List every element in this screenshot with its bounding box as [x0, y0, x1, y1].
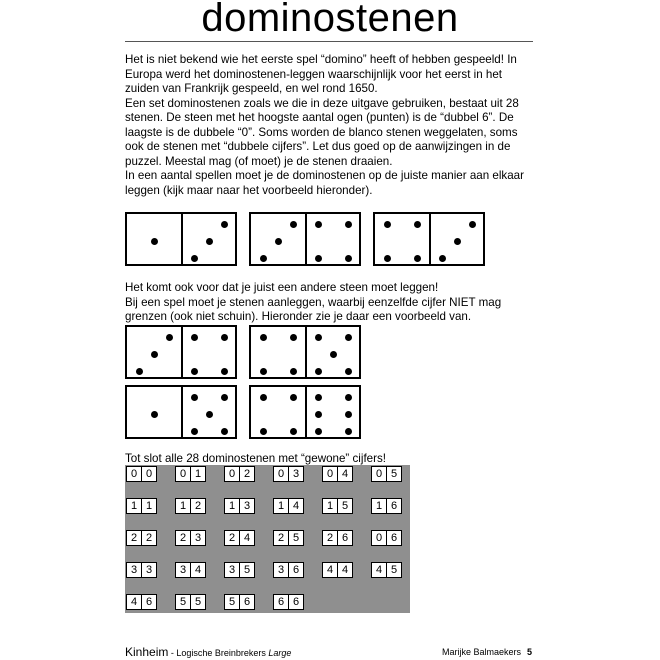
set-domino-value: 0 [326, 468, 334, 480]
set-domino [126, 530, 157, 546]
domino-tile [125, 325, 237, 379]
set-domino [322, 530, 353, 546]
set-domino [273, 498, 304, 514]
set-domino [273, 594, 304, 610]
set-domino-value: 3 [228, 564, 236, 576]
domino-pip [315, 334, 322, 341]
domino-pip [290, 394, 297, 401]
domino-set-grid [125, 465, 410, 613]
set-domino-value: 0 [130, 468, 138, 480]
set-domino-value: 2 [130, 532, 138, 544]
paragraph-intro: Het is niet bekend wie het eerste spel “domino” heeft of hebben gespeeld! In Europa werd het dominostenen-leggen waarschijnlijk voor het eerst in het zuiden van Frankrijk gespeeld, en wel rond 1650. [125, 53, 517, 95]
set-domino-value: 4 [337, 467, 352, 481]
domino-pip [345, 334, 352, 341]
domino-pip [275, 238, 282, 245]
book-subtitle: - Logische Breinbrekers [168, 648, 269, 658]
set-domino-value: 1 [190, 467, 205, 481]
domino-pip [414, 255, 421, 262]
set-domino-value: 6 [386, 499, 401, 513]
set-domino-value: 5 [190, 595, 205, 609]
set-domino-value: 6 [141, 595, 156, 609]
set-domino-value: 2 [141, 531, 156, 545]
set-domino-value: 4 [288, 499, 303, 513]
domino-pip [315, 428, 322, 435]
set-domino-value: 6 [386, 531, 401, 545]
paragraph-connect: In een aantal spellen moet je de dominostenen op de juiste manier aan elkaar leggen (kijk maar naar het voorbeeld hieronder). [125, 169, 524, 197]
set-domino-value: 5 [337, 499, 352, 513]
paragraph-set: Een set dominostenen zoals we die in deze uitgave gebruiken, bestaat uit 28 stenen. De steen met het hoogste aantal ogen (punten) is de “dubbel 6”. De laagste is de dubbele “0”. Soms worden de blanco stenen weggelaten, soms ook de stenen met “dubbele cijfers”. Let dus goed op de aanwijzingen in de puzzel. Meestal mag (of moet) je de stenen draaien. [125, 96, 519, 168]
set-domino-value: 2 [277, 532, 285, 544]
domino-pip [260, 428, 267, 435]
domino-pip [315, 394, 322, 401]
set-domino [371, 466, 402, 482]
domino-pip [454, 238, 461, 245]
footer-right [442, 646, 532, 658]
domino-pip [191, 255, 198, 262]
domino-divider [429, 214, 431, 264]
set-domino-value: 0 [375, 532, 383, 544]
set-domino-value: 2 [179, 532, 187, 544]
set-domino [175, 594, 206, 610]
domino-pip [290, 334, 297, 341]
set-domino-value: 2 [326, 532, 334, 544]
set-domino-value: 1 [130, 500, 138, 512]
domino-pip [260, 394, 267, 401]
domino-pip [206, 411, 213, 418]
set-domino-value: 3 [130, 564, 138, 576]
set-domino [224, 466, 255, 482]
set-domino [371, 562, 402, 578]
set-domino-value: 4 [337, 563, 352, 577]
set-domino-value: 5 [228, 596, 236, 608]
domino-pip [345, 221, 352, 228]
domino-pip [151, 411, 158, 418]
domino-pip [151, 351, 158, 358]
domino-pip [315, 221, 322, 228]
set-domino [175, 466, 206, 482]
set-domino-value: 5 [288, 531, 303, 545]
domino-pip [191, 428, 198, 435]
domino-pip [439, 255, 446, 262]
set-domino-value: 5 [386, 563, 401, 577]
set-domino [273, 562, 304, 578]
domino-pip [315, 411, 322, 418]
set-domino-value: 1 [326, 500, 334, 512]
set-domino [126, 594, 157, 610]
domino-pip [384, 221, 391, 228]
domino-pip [290, 221, 297, 228]
domino-divider [305, 214, 307, 264]
domino-pip [221, 368, 228, 375]
set-domino-value: 3 [277, 564, 285, 576]
domino-tile [249, 212, 361, 266]
domino-pip [191, 334, 198, 341]
set-domino-value: 5 [239, 563, 254, 577]
set-domino [273, 466, 304, 482]
page-number: 5 [526, 647, 532, 657]
set-domino [224, 530, 255, 546]
set-domino-value: 0 [277, 468, 285, 480]
domino-pip [260, 334, 267, 341]
paragraph-other1: Het komt ook voor dat je juist een andere steen moet leggen! [125, 281, 439, 294]
domino-pip [260, 368, 267, 375]
set-domino [126, 466, 157, 482]
domino-tile [125, 385, 237, 439]
domino-pip [136, 368, 143, 375]
domino-pip [221, 394, 228, 401]
set-domino-value: 3 [190, 531, 205, 545]
set-domino [371, 530, 402, 546]
domino-pip [166, 334, 173, 341]
set-domino-value: 2 [228, 532, 236, 544]
domino-pip [315, 368, 322, 375]
set-domino-value: 6 [288, 563, 303, 577]
footer-left [125, 646, 291, 659]
domino-tile [249, 385, 361, 439]
domino-pip [191, 394, 198, 401]
domino-pip [345, 394, 352, 401]
domino-pip [345, 368, 352, 375]
set-domino-value: 5 [179, 596, 187, 608]
brand-name: Kinheim [125, 645, 169, 659]
set-domino [322, 562, 353, 578]
set-domino-value: 4 [375, 564, 383, 576]
domino-pip [345, 411, 352, 418]
set-domino-value: 0 [179, 468, 187, 480]
set-domino-value: 4 [190, 563, 205, 577]
set-domino-value: 1 [228, 500, 236, 512]
book-subtitle-large: Large [268, 648, 292, 658]
rules-text [125, 281, 535, 325]
set-domino [322, 498, 353, 514]
set-domino [126, 498, 157, 514]
set-domino-value: 6 [288, 595, 303, 609]
domino-divider [305, 387, 307, 437]
set-domino-value: 4 [130, 596, 138, 608]
set-domino [175, 530, 206, 546]
domino-tile [249, 325, 361, 379]
set-domino-value: 5 [386, 467, 401, 481]
set-domino [224, 498, 255, 514]
domino-pip [345, 255, 352, 262]
set-domino-value: 2 [190, 499, 205, 513]
domino-divider [305, 327, 307, 377]
set-domino [224, 594, 255, 610]
set-domino-value: 0 [228, 468, 236, 480]
set-domino-value: 3 [239, 499, 254, 513]
set-domino-value: 6 [239, 595, 254, 609]
page-title: dominostenen [201, 0, 459, 40]
set-domino-value: 2 [239, 467, 254, 481]
domino-pip [290, 428, 297, 435]
set-domino-value: 6 [277, 596, 285, 608]
set-domino [273, 530, 304, 546]
set-domino-value: 3 [141, 563, 156, 577]
set-domino-value: 0 [141, 467, 156, 481]
domino-pip [414, 221, 421, 228]
domino-pip [469, 221, 476, 228]
set-domino-value: 3 [288, 467, 303, 481]
domino-pip [151, 238, 158, 245]
domino-pip [221, 221, 228, 228]
domino-pip [221, 334, 228, 341]
paragraph-other2: Bij een spel moet je stenen aanleggen, waarbij eenzelfde cijfer NIET mag grenzen (ook niet schuin). Hieronder zie je daar een voorbeeld van. [125, 295, 502, 323]
domino-pip [330, 351, 337, 358]
intro-text [125, 53, 535, 198]
title-rule [125, 41, 533, 42]
set-domino [175, 498, 206, 514]
set-domino-value: 1 [141, 499, 156, 513]
set-domino-value: 1 [277, 500, 285, 512]
set-domino [224, 562, 255, 578]
set-domino-value: 6 [337, 531, 352, 545]
set-domino-value: 4 [239, 531, 254, 545]
domino-tile [373, 212, 485, 266]
set-domino-value: 1 [179, 500, 187, 512]
domino-divider [181, 327, 183, 377]
set-heading: Tot slot alle 28 dominostenen met “gewone” cijfers! [125, 452, 386, 465]
domino-pip [384, 255, 391, 262]
set-domino-value: 1 [375, 500, 383, 512]
set-domino [175, 562, 206, 578]
domino-pip [315, 255, 322, 262]
set-domino-value: 0 [375, 468, 383, 480]
set-domino-value: 3 [179, 564, 187, 576]
set-domino-value: 4 [326, 564, 334, 576]
domino-pip [206, 238, 213, 245]
domino-pip [221, 428, 228, 435]
set-domino [126, 562, 157, 578]
domino-pip [290, 368, 297, 375]
domino-divider [181, 214, 183, 264]
domino-tile [125, 212, 237, 266]
set-domino [322, 466, 353, 482]
author-name: Marijke Balmaekers [441, 647, 521, 657]
domino-divider [181, 387, 183, 437]
domino-pip [191, 368, 198, 375]
set-domino [371, 498, 402, 514]
domino-pip [260, 255, 267, 262]
domino-pip [345, 428, 352, 435]
